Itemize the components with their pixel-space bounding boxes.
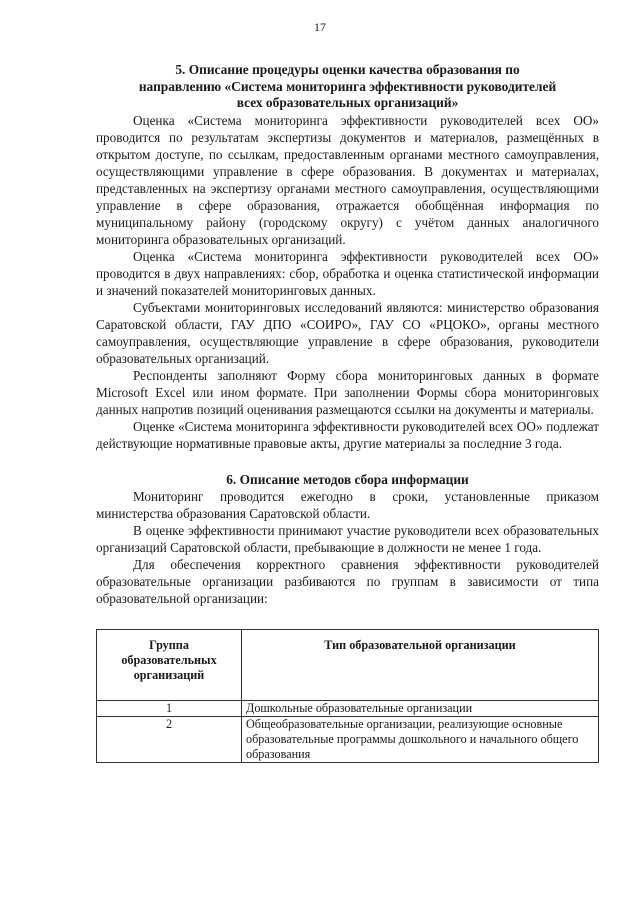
section-5-paragraph: Оценка «Система мониторинга эффективности руководителей всех ОО» проводится по результатам экспертизы документов и материалов, размещённых в открытом доступе, по ссылкам, предоставленным органами местного самоуправления, осуществляющими управление в сфере образования. В документах и материалах, представленных на экспертизу органами местного самоуправления, осуществляющими управление в сфере образования, отражается обобщённая информация по муниципальному району (городскому округу) с учётом данных аналогичного мониторинга образовательных организаций. — [96, 112, 599, 247]
section-6-heading: 6. Описание методов сбора информации — [226, 471, 469, 487]
section-5-heading-line: направлению «Система мониторинга эффективности руководителей — [138, 78, 557, 94]
section-5-paragraph: Субъектами мониторинговых исследований являются: министерство образования Саратовской области, ГАУ ДПО «СОИРО», ГАУ СО «РЦОКО», органы местного самоуправления, осуществляющие управление в сфере образования, руководители образовательных организаций. — [96, 299, 599, 366]
section-6-paragraph: Для обеспечения корректного сравнения эффективности руководителей образовательные организации разбиваются по группам в зависимости от типа образовательной организации: — [96, 557, 599, 606]
document-body — [96, 62, 599, 763]
section-6-paragraph: Мониторинг проводится ежегодно в сроки, установленные приказом министерства образования Саратовской области. — [96, 489, 599, 521]
section-5-heading-line: всех образовательных организаций» — [236, 95, 459, 110]
cell-type: Дошкольные образовательные организации — [242, 701, 599, 717]
page-number: 17 — [314, 20, 326, 34]
section-5-heading — [96, 62, 599, 112]
cell-type: Общеобразовательные организации, реализующие основные образовательные программы дошкольного и начального общего образования — [242, 717, 599, 763]
section-6-paragraph: В оценке эффективности принимают участие руководители всех образовательных организаций Саратовской области, пребывающие в должности не менее 1 года. — [96, 523, 599, 555]
section-5-paragraph: Оценка «Система мониторинга эффективности руководителей всех ОО» проводится в двух направлениях: сбор, обработка и оценка статистической информации и значений показателей мониторинговых данных. — [96, 248, 599, 298]
section-5-heading-line: 5. Описание процедуры оценки качества образования по — [175, 62, 520, 77]
table-row — [97, 701, 599, 717]
table-row — [97, 717, 599, 763]
organization-groups-table — [96, 629, 599, 763]
header-group: Группа образовательных организаций — [97, 630, 242, 701]
section-5-paragraph: Респонденты заполняют Форму сбора мониторинговых данных в формате Microsoft Excel или ином формате. При заполнении Формы сбора мониторинговых данных напротив позиций оценивания размещаются ссылки на документы и материалы. — [96, 367, 599, 417]
cell-group: 1 — [97, 701, 242, 717]
cell-group: 2 — [97, 717, 242, 763]
header-type: Тип образовательной организации — [242, 630, 599, 701]
section-5-paragraph: Оценке «Система мониторинга эффективности руководителей всех ОО» подлежат действующие нормативные правовые акты, другие материалы за последние 3 года. — [96, 418, 599, 451]
table-header-row — [97, 630, 599, 701]
